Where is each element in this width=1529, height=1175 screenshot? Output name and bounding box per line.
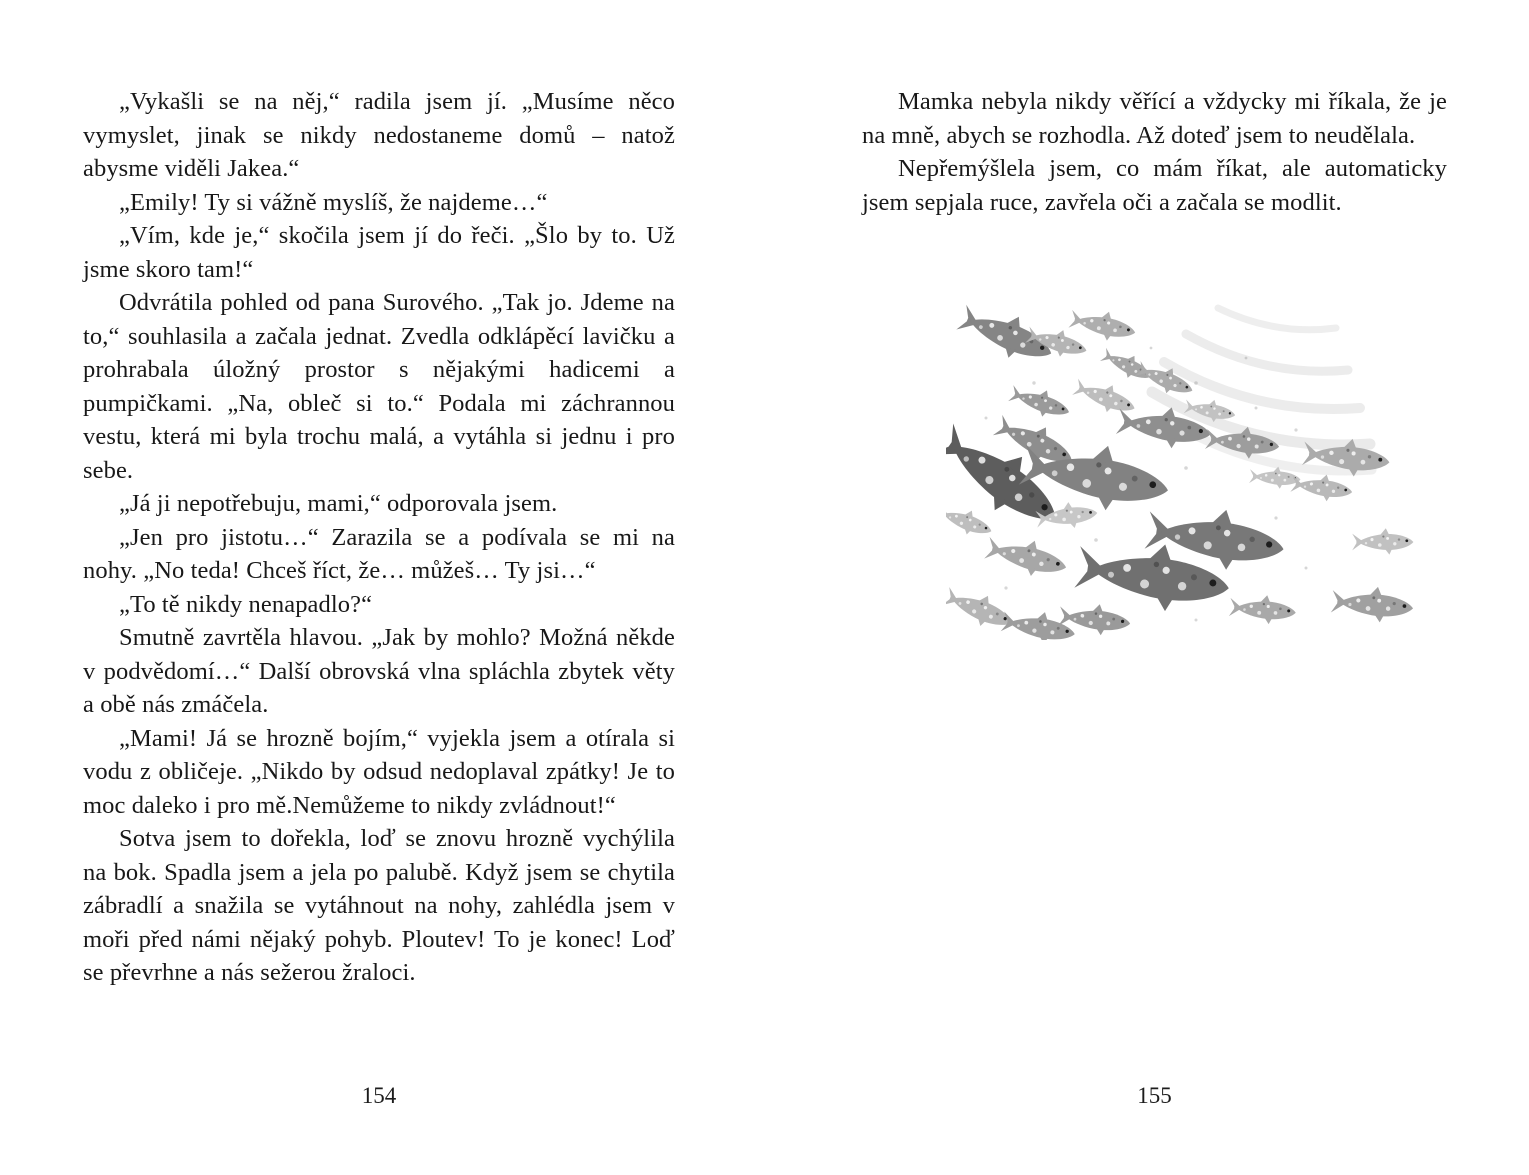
paragraph: Smutně zavrtěla hlavou. „Jak by mohlo? Možná někde v podvědomí…“ Další obrovská vlna spláchla zbytek věty a obě nás zmáčela. (83, 624, 675, 718)
page-number-right: 155 (1137, 1083, 1172, 1108)
paragraph: Nepřemýšlela jsem, co mám říkat, ale automaticky jsem sepjala ruce, zavřela oči a začala se modlit. (862, 155, 1447, 216)
paragraph: „Vykašli se na něj,“ radila jsem jí. „Musíme něco vymyslet, jinak se nikdy nedostaneme domů – natož abysme viděli Jakea.“ (83, 88, 675, 182)
page-left-text (83, 85, 675, 990)
paragraph: „Emily! Ty si vážně myslíš, že najdeme…“ (119, 188, 548, 216)
paragraph: Mamka nebyla nikdy věřící a vždycky mi říkala, že je na mně, abych se rozhodla. Až doteď jsem to neudělala. (862, 88, 1447, 149)
page-right-text (862, 85, 1447, 219)
paragraph: „Já ji nepotřebuju, mami,“ odporovala jsem. (119, 490, 558, 517)
paragraph: „To tě nikdy nenapadlo?“ (119, 590, 373, 618)
paragraph: Odvrátila pohled od pana Surového. „Tak jo. Jdeme na to,“ souhlasila a začala jednat. Zvedla odklápěcí lavičku a prohrabala úložný prostor s nějakými hadicemi a pumpičkami. „Na, obleč si to.“ Podala mi záchrannou vestu, která mi byla trochu malá, a vytáhla si jednu i pro sebe. (83, 289, 675, 484)
paragraph: Sotva jsem to dořekla, loď se znovu hrozně vychýlila na bok. Spadla jsem a jela po palubě. Když jsem se chytila zábradlí a snažila se vytáhnout na nohy, zahlédla jsem v moři před námi nějaký pohyb. Ploutev! To je konec! Loď se převrhne a nás sežerou žraloci. (83, 825, 675, 986)
paragraph: „Mami! Já se hrozně bojím,“ vyjekla jsem a otírala si vodu z obličeje. „Nikdo by odsud nedoplaval zpátky! Je to moc daleko i pro mě.Nemůžeme to nikdy zvládnout!“ (83, 724, 675, 819)
paragraph: „Jen pro jistotu…“ Zarazila se a podívala se mi na nohy. „No teda! Chceš říct, že… můžeš… Ty jsi…“ (83, 523, 675, 584)
fish-school-illustration (946, 288, 1428, 640)
page-number-left: 154 (361, 1083, 397, 1108)
fish-school (946, 297, 1415, 640)
paragraph: „Vím, kde je,“ skočila jsem jí do řeči. „Šlo by to. Už jsme skoro tam!“ (83, 222, 675, 283)
